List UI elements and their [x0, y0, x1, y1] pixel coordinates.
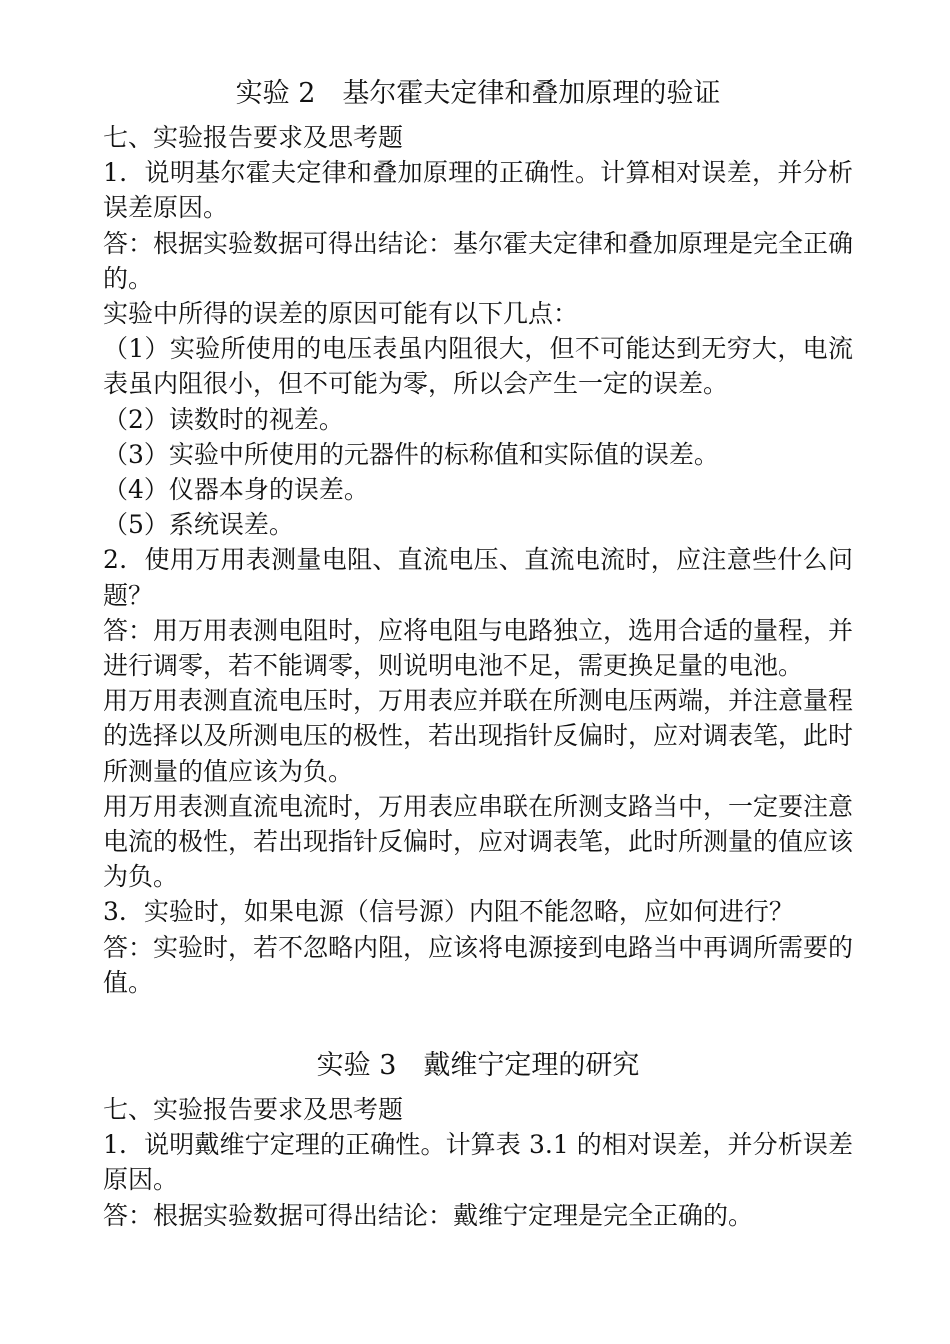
- question-3: 3．实验时，如果电源（信号源）内阻不能忽略，应如何进行？: [103, 897, 794, 927]
- reason-item: （1）实验所使用的电压表虽内阻很大，但不可能达到无穷大，电流表虽内阻很小，但不可能为零，所以会产生一定的误差。: [103, 334, 853, 399]
- section-title-experiment-3: 实验 3 戴维宁定理的研究: [316, 1050, 640, 1082]
- reason-item: （5）系统误差。: [103, 510, 294, 540]
- section-heading: 七、实验报告要求及思考题: [103, 123, 404, 152]
- answer-1: 答：根据实验数据可得出结论：戴维宁定理是完全正确的。: [103, 1200, 754, 1230]
- answer-2-paragraph: 答：用万用表测电阻时，应将电阻与电路独立，选用合适的量程，并进行调零，若不能调零，则说明电池不足，需更换足量的电池。: [103, 615, 854, 681]
- reason-item: （3）实验中所使用的元器件的标称值和实际值的误差。: [103, 439, 719, 469]
- section-heading: 七、实验报告要求及思考题: [103, 1095, 404, 1125]
- reason-item: （4）仪器本身的误差。: [103, 475, 369, 505]
- section-title-experiment-2: 实验 2 基尔霍夫定律和叠加原理的验证: [235, 78, 721, 109]
- reasons-intro: 实验中所得的误差的原因可能有以下几点：: [103, 299, 579, 329]
- answer-2-paragraph: 用万用表测直流电流时，万用表应串联在所测支路当中，一定要注意电流的极性，若出现指针反偏时，应对调表笔，此时所测量的值应该为负。: [103, 791, 854, 892]
- answer-3: 答：实验时，若不忽略内阻，应该将电源接到电路当中再调所需要的值。: [103, 932, 854, 997]
- question-1: 1．说明基尔霍夫定律和叠加原理的正确性。计算相对误差，并分析误差原因。: [103, 158, 853, 223]
- reason-item: （2）读数时的视差。: [103, 404, 344, 434]
- question-2: 2．使用万用表测量电阻、直流电压、直流电流时，应注意些什么问题？: [103, 545, 853, 610]
- question-1: 1．说明戴维宁定理的正确性。计算表 3.1 的相对误差，并分析误差原因。: [103, 1130, 853, 1195]
- answer-1: 答：根据实验数据可得出结论：基尔霍夫定律和叠加原理是完全正确的。: [103, 228, 854, 293]
- answer-2-paragraph: 用万用表测直流电压时，万用表应并联在所测电压两端，并注意量程的选择以及所测电压的极性，若出现指针反偏时，应对调表笔，此时所测量的值应该为负。: [103, 686, 854, 786]
- document-page: [103, 62, 853, 1233]
